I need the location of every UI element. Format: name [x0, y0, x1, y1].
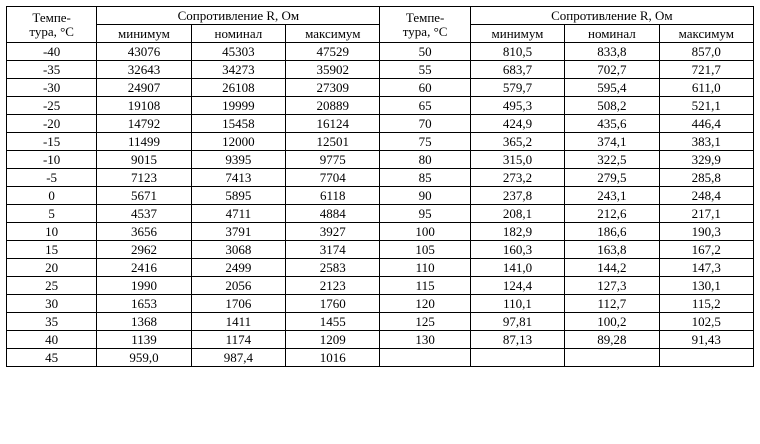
cell-max-left: 35902	[286, 61, 380, 79]
header-min-left: минимум	[97, 25, 191, 43]
table-row	[7, 277, 754, 295]
table-row	[7, 79, 754, 97]
cell-min-right: 365,2	[470, 133, 564, 151]
cell-temperature-right: 70	[380, 115, 470, 133]
cell-temperature-left: -30	[7, 79, 97, 97]
cell-min-right: 810,5	[470, 43, 564, 61]
cell-max-right: 130,1	[659, 277, 753, 295]
cell-max-right: 611,0	[659, 79, 753, 97]
cell-min-right: 424,9	[470, 115, 564, 133]
cell-nom-right: 595,4	[565, 79, 659, 97]
cell-temperature-left: 25	[7, 277, 97, 295]
table-header-row-1	[7, 7, 754, 25]
cell-min-right: 208,1	[470, 205, 564, 223]
cell-nom-left: 987,4	[191, 349, 285, 367]
cell-max-left: 16124	[286, 115, 380, 133]
cell-nom-left: 2499	[191, 259, 285, 277]
cell-min-right: 237,8	[470, 187, 564, 205]
cell-min-right	[470, 349, 564, 367]
cell-max-left: 7704	[286, 169, 380, 187]
cell-nom-right: 186,6	[565, 223, 659, 241]
cell-temperature-right: 110	[380, 259, 470, 277]
cell-temperature-right	[380, 349, 470, 367]
cell-max-left: 47529	[286, 43, 380, 61]
cell-min-left: 19108	[97, 97, 191, 115]
cell-nom-left: 4711	[191, 205, 285, 223]
cell-nom-left: 34273	[191, 61, 285, 79]
cell-temperature-left: 15	[7, 241, 97, 259]
cell-temperature-right: 120	[380, 295, 470, 313]
cell-max-right: 217,1	[659, 205, 753, 223]
cell-min-left: 2416	[97, 259, 191, 277]
cell-min-left: 959,0	[97, 349, 191, 367]
cell-min-left: 1653	[97, 295, 191, 313]
cell-nom-right: 112,7	[565, 295, 659, 313]
cell-nom-left: 1411	[191, 313, 285, 331]
cell-temperature-right: 50	[380, 43, 470, 61]
resistance-table	[6, 6, 754, 367]
table-row	[7, 205, 754, 223]
cell-min-left: 7123	[97, 169, 191, 187]
cell-nom-right: 89,28	[565, 331, 659, 349]
cell-temperature-left: 30	[7, 295, 97, 313]
cell-nom-right: 279,5	[565, 169, 659, 187]
cell-max-left: 1209	[286, 331, 380, 349]
cell-max-right: 167,2	[659, 241, 753, 259]
cell-temperature-left: -40	[7, 43, 97, 61]
header-temperature-right-line2: тура, °C	[402, 23, 448, 39]
table-head	[7, 7, 754, 43]
cell-nom-right: 508,2	[565, 97, 659, 115]
cell-temperature-right: 80	[380, 151, 470, 169]
cell-nom-left: 9395	[191, 151, 285, 169]
cell-nom-right: 374,1	[565, 133, 659, 151]
cell-min-right: 683,7	[470, 61, 564, 79]
cell-temperature-right: 90	[380, 187, 470, 205]
cell-min-left: 11499	[97, 133, 191, 151]
cell-temperature-left: 0	[7, 187, 97, 205]
table-row	[7, 43, 754, 61]
cell-max-left: 1455	[286, 313, 380, 331]
cell-temperature-right: 75	[380, 133, 470, 151]
cell-nom-right: 163,8	[565, 241, 659, 259]
cell-max-left: 27309	[286, 79, 380, 97]
cell-nom-left: 5895	[191, 187, 285, 205]
cell-min-left: 1990	[97, 277, 191, 295]
cell-max-left: 4884	[286, 205, 380, 223]
cell-min-right: 579,7	[470, 79, 564, 97]
cell-max-left: 6118	[286, 187, 380, 205]
cell-nom-right: 702,7	[565, 61, 659, 79]
cell-min-right: 141,0	[470, 259, 564, 277]
cell-min-left: 43076	[97, 43, 191, 61]
table-row	[7, 169, 754, 187]
cell-min-right: 110,1	[470, 295, 564, 313]
cell-max-left: 3927	[286, 223, 380, 241]
cell-max-right: 248,4	[659, 187, 753, 205]
cell-temperature-right: 125	[380, 313, 470, 331]
cell-temperature-left: -10	[7, 151, 97, 169]
cell-max-right	[659, 349, 753, 367]
cell-min-left: 24907	[97, 79, 191, 97]
cell-min-left: 4537	[97, 205, 191, 223]
cell-max-right: 721,7	[659, 61, 753, 79]
cell-temperature-right: 65	[380, 97, 470, 115]
cell-min-left: 32643	[97, 61, 191, 79]
cell-nom-right: 144,2	[565, 259, 659, 277]
cell-max-left: 1016	[286, 349, 380, 367]
cell-nom-right: 435,6	[565, 115, 659, 133]
cell-nom-left: 19999	[191, 97, 285, 115]
cell-max-right: 446,4	[659, 115, 753, 133]
cell-max-right: 857,0	[659, 43, 753, 61]
cell-nom-right	[565, 349, 659, 367]
header-resistance-right: Сопротивление R, Ом	[470, 7, 753, 25]
cell-nom-left: 7413	[191, 169, 285, 187]
cell-nom-right: 212,6	[565, 205, 659, 223]
cell-max-right: 91,43	[659, 331, 753, 349]
cell-min-right: 495,3	[470, 97, 564, 115]
cell-temperature-right: 115	[380, 277, 470, 295]
cell-temperature-left: 35	[7, 313, 97, 331]
cell-temperature-left: 20	[7, 259, 97, 277]
cell-nom-right: 243,1	[565, 187, 659, 205]
table-row	[7, 133, 754, 151]
table-row	[7, 61, 754, 79]
table-row	[7, 151, 754, 169]
table-row	[7, 349, 754, 367]
cell-nom-left: 3068	[191, 241, 285, 259]
cell-max-right: 285,8	[659, 169, 753, 187]
header-resistance-left: Сопротивление R, Ом	[97, 7, 380, 25]
table-row	[7, 223, 754, 241]
cell-max-right: 147,3	[659, 259, 753, 277]
cell-max-right: 102,5	[659, 313, 753, 331]
table-row	[7, 115, 754, 133]
header-max-right: максимум	[659, 25, 753, 43]
cell-max-right: 115,2	[659, 295, 753, 313]
cell-nom-right: 833,8	[565, 43, 659, 61]
cell-temperature-left: 45	[7, 349, 97, 367]
cell-temperature-left: -35	[7, 61, 97, 79]
cell-min-left: 1368	[97, 313, 191, 331]
table-row	[7, 295, 754, 313]
cell-max-left: 20889	[286, 97, 380, 115]
cell-min-right: 87,13	[470, 331, 564, 349]
cell-temperature-right: 95	[380, 205, 470, 223]
header-nom-left: номинал	[191, 25, 285, 43]
table-row	[7, 187, 754, 205]
cell-max-right: 329,9	[659, 151, 753, 169]
cell-max-left: 2583	[286, 259, 380, 277]
cell-max-left: 2123	[286, 277, 380, 295]
cell-nom-left: 3791	[191, 223, 285, 241]
cell-nom-left: 2056	[191, 277, 285, 295]
cell-min-left: 9015	[97, 151, 191, 169]
header-temperature-right	[380, 7, 470, 43]
cell-min-left: 14792	[97, 115, 191, 133]
header-nom-right: номинал	[565, 25, 659, 43]
header-temperature-left-line1: Темпе-	[32, 9, 71, 25]
cell-temperature-left: -25	[7, 97, 97, 115]
header-temperature-left	[7, 7, 97, 43]
cell-max-right: 521,1	[659, 97, 753, 115]
cell-nom-left: 1706	[191, 295, 285, 313]
cell-temperature-left: 10	[7, 223, 97, 241]
cell-max-right: 190,3	[659, 223, 753, 241]
cell-min-right: 160,3	[470, 241, 564, 259]
cell-min-left: 2962	[97, 241, 191, 259]
table-row	[7, 259, 754, 277]
cell-max-left: 12501	[286, 133, 380, 151]
cell-max-left: 9775	[286, 151, 380, 169]
header-max-left: максимум	[286, 25, 380, 43]
cell-nom-right: 100,2	[565, 313, 659, 331]
cell-min-right: 182,9	[470, 223, 564, 241]
cell-temperature-left: 40	[7, 331, 97, 349]
cell-min-left: 1139	[97, 331, 191, 349]
cell-min-left: 5671	[97, 187, 191, 205]
cell-temperature-left: -5	[7, 169, 97, 187]
cell-nom-left: 12000	[191, 133, 285, 151]
cell-nom-left: 26108	[191, 79, 285, 97]
cell-nom-left: 45303	[191, 43, 285, 61]
table-row	[7, 331, 754, 349]
cell-min-right: 315,0	[470, 151, 564, 169]
cell-temperature-right: 105	[380, 241, 470, 259]
cell-max-right: 383,1	[659, 133, 753, 151]
table-row	[7, 97, 754, 115]
header-temperature-right-line1: Темпе-	[405, 9, 445, 25]
cell-temperature-left: -15	[7, 133, 97, 151]
table-row	[7, 241, 754, 259]
header-min-right: минимум	[470, 25, 564, 43]
table-row	[7, 313, 754, 331]
cell-max-left: 1760	[286, 295, 380, 313]
cell-min-right: 273,2	[470, 169, 564, 187]
cell-nom-left: 15458	[191, 115, 285, 133]
header-temperature-left-line2: тура, °C	[29, 23, 74, 39]
table-body	[7, 43, 754, 367]
cell-temperature-right: 55	[380, 61, 470, 79]
cell-temperature-right: 60	[380, 79, 470, 97]
cell-nom-right: 127,3	[565, 277, 659, 295]
cell-min-right: 124,4	[470, 277, 564, 295]
cell-temperature-right: 100	[380, 223, 470, 241]
cell-temperature-right: 130	[380, 331, 470, 349]
cell-nom-right: 322,5	[565, 151, 659, 169]
cell-min-right: 97,81	[470, 313, 564, 331]
cell-max-left: 3174	[286, 241, 380, 259]
cell-temperature-left: 5	[7, 205, 97, 223]
cell-temperature-right: 85	[380, 169, 470, 187]
cell-nom-left: 1174	[191, 331, 285, 349]
cell-temperature-left: -20	[7, 115, 97, 133]
cell-min-left: 3656	[97, 223, 191, 241]
